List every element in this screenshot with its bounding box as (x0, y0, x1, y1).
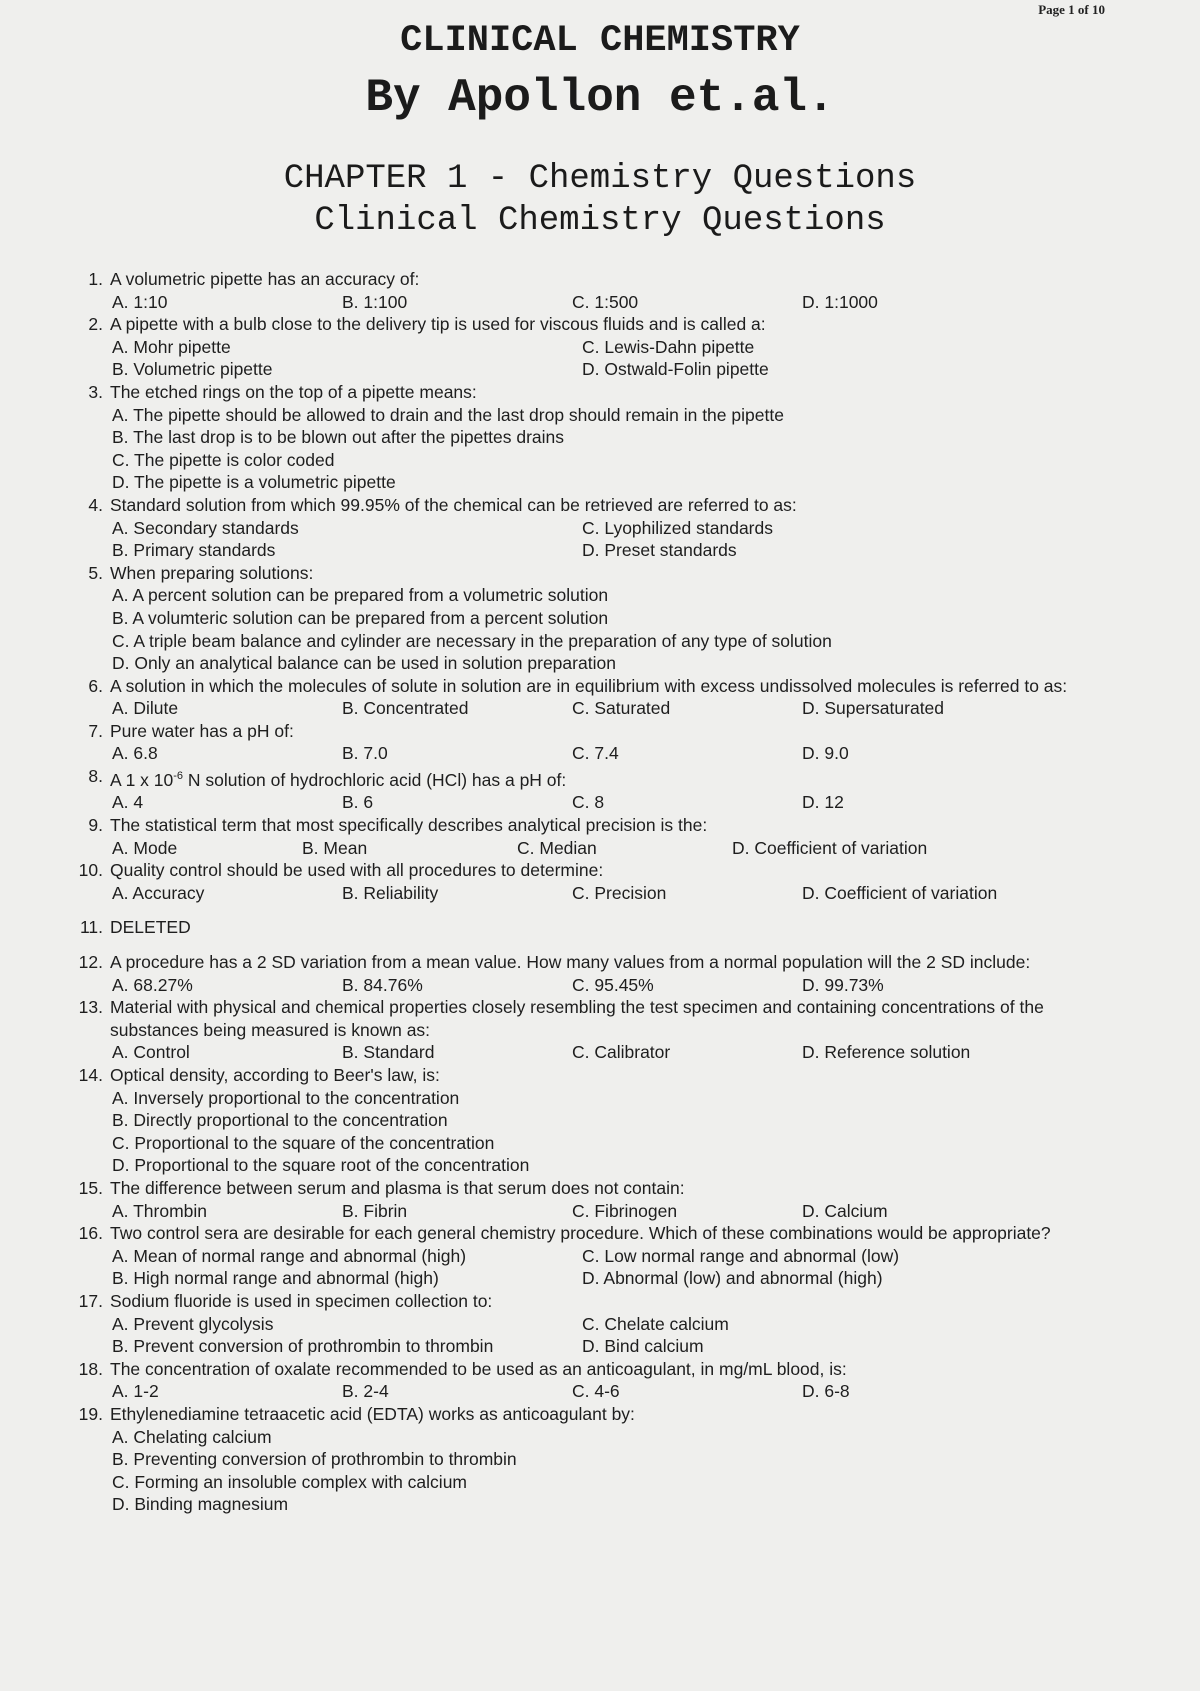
question-14-options (72, 1087, 1122, 1177)
option-c: C. Proportional to the square of the concentration (112, 1132, 495, 1153)
option-d: D. Coefficient of variation (732, 837, 928, 858)
chapter-heading: CHAPTER 1 - Chemistry Questions (283, 160, 917, 198)
question-text: The statistical term that most specifically describes analytical precision is the: (110, 815, 708, 836)
question-text-part: N solution of hydrochloric acid (HCl) has a pH of: (187, 769, 567, 790)
question-number: 5. (88, 562, 103, 583)
question-text: Quality control should be used with all procedures to determine: (110, 860, 604, 881)
question-7-options (72, 742, 1122, 765)
option-a: A. Mohr pipette (112, 336, 231, 357)
question-14 (72, 1064, 1122, 1087)
document-author: By Apollon et.al. (365, 72, 835, 124)
question-15 (72, 1177, 1122, 1200)
question-5 (72, 562, 1122, 585)
option-d: D. 6-8 (802, 1381, 850, 1402)
question-text: A volumetric pipette has an accuracy of: (110, 269, 420, 289)
question-13-options (72, 1041, 1122, 1064)
question-number: 7. (88, 720, 103, 741)
question-number: 8. (88, 766, 103, 787)
option-d: D. Abnormal (low) and abnormal (high) (582, 1268, 883, 1289)
question-text: A procedure has a 2 SD variation from a mean value. How many values from a normal population will the 2 SD include: (110, 952, 1031, 973)
option-d: D. Binding magnesium (112, 1494, 289, 1515)
question-text: The difference between serum and plasma is that serum does not contain: (110, 1177, 685, 1198)
page-number: Page 1 of 10 (1038, 2, 1105, 17)
option-c: C. Saturated (572, 698, 671, 719)
question-1 (72, 268, 1122, 291)
option-a: A. A percent solution can be prepared from a volumetric solution (112, 585, 609, 606)
document-title: CLINICAL CHEMISTRY (400, 20, 800, 62)
question-9-options (72, 837, 1122, 860)
option-c: C. Fibrinogen (572, 1200, 678, 1221)
question-text: Pure water has a pH of: (110, 720, 294, 741)
question-number: 19. (78, 1403, 103, 1424)
section-heading: Clinical Chemistry Questions (314, 202, 886, 240)
question-10-options (72, 882, 1122, 905)
question-text: Material with physical and chemical properties closely resembling the test specimen and containing concentrations of the substances being measured is known as: (110, 997, 1044, 1040)
option-b: B. 2-4 (342, 1381, 389, 1402)
option-b: B. 7.0 (342, 743, 388, 764)
option-b: B. Mean (302, 837, 368, 858)
question-15-options (72, 1200, 1122, 1223)
question-text: The concentration of oxalate recommended to be used as an anticoagulant, in mg/mL blood, is: (110, 1358, 847, 1379)
question-number: 18. (78, 1358, 103, 1379)
option-d: D. 99.73% (802, 974, 884, 995)
question-number: 13. (78, 997, 103, 1018)
question-8 (72, 765, 1122, 791)
option-a: A. Thrombin (112, 1200, 207, 1221)
question-2-options (72, 336, 1122, 381)
option-a: A. The pipette should be allowed to drain and the last drop should remain in the pipette (112, 404, 784, 425)
option-a: A. Accuracy (112, 882, 205, 903)
question-4-options (72, 517, 1122, 562)
option-c: C. The pipette is color coded (112, 449, 335, 470)
option-b: B. Concentrated (342, 698, 469, 719)
question-17 (72, 1290, 1122, 1313)
option-c: C. 4-6 (572, 1381, 620, 1402)
option-a: A. Prevent glycolysis (112, 1313, 274, 1334)
option-d: D. 12 (802, 792, 844, 813)
question-16 (72, 1222, 1122, 1245)
option-b: B. Reliability (342, 882, 439, 903)
question-text: A pipette with a bulb close to the delivery tip is used for viscous fluids and is called a: (110, 314, 766, 335)
option-a: A. Dilute (112, 698, 179, 719)
option-a: A. 4 (112, 792, 144, 813)
question-9 (72, 814, 1122, 837)
option-c: C. Low normal range and abnormal (low) (582, 1245, 900, 1266)
option-d: D. Calcium (802, 1200, 888, 1221)
option-b: B. The last drop is to be blown out after the pipettes drains (112, 427, 565, 448)
option-d: D. 1:1000 (802, 291, 878, 312)
question-17-options (72, 1313, 1122, 1358)
option-c: C. Calibrator (572, 1042, 671, 1063)
question-13 (72, 996, 1122, 1041)
question-6 (72, 675, 1122, 698)
question-text: Sodium fluoride is used in specimen collection to: (110, 1290, 493, 1311)
option-d: D. Reference solution (802, 1042, 971, 1063)
question-number: 11. (79, 917, 103, 938)
option-a: A. 6.8 (112, 743, 158, 764)
option-a: A. Mean of normal range and abnormal (high) (112, 1245, 467, 1266)
option-b: B. A volumteric solution can be prepared from a percent solution (112, 607, 609, 628)
option-b: B. Standard (342, 1042, 435, 1063)
option-c: C. Lyophilized standards (582, 517, 773, 538)
question-list (72, 268, 1122, 1516)
question-text: Standard solution from which 99.95% of the chemical can be retrieved are referred to as: (110, 494, 797, 515)
option-a: A. Mode (112, 837, 178, 858)
question-text: When preparing solutions: (110, 562, 314, 583)
option-c: C. Forming an insoluble complex with calcium (112, 1471, 467, 1492)
option-b: B. 6 (342, 792, 374, 813)
option-c: C. Median (517, 837, 597, 858)
question-16-options (72, 1245, 1122, 1290)
option-d: D. Proportional to the square root of the concentration (112, 1155, 530, 1176)
option-b: B. Directly proportional to the concentration (112, 1110, 448, 1131)
option-d: D. Supersaturated (802, 698, 945, 719)
question-text: The etched rings on the top of a pipette means: (110, 381, 477, 402)
option-c: C. 95.45% (572, 974, 654, 995)
question-number: 10. (78, 860, 103, 881)
option-d: D. Ostwald-Folin pipette (582, 359, 769, 380)
question-3-options (72, 404, 1122, 494)
option-b: B. Volumetric pipette (112, 359, 273, 380)
option-c: C. Chelate calcium (582, 1313, 729, 1334)
option-d: D. Only an analytical balance can be used in solution preparation (112, 653, 616, 674)
question-number: 4. (88, 494, 103, 515)
question-12-options (72, 974, 1122, 997)
question-number: 15. (78, 1177, 103, 1198)
option-c: C. 7.4 (572, 743, 619, 764)
option-d: D. 9.0 (802, 743, 849, 764)
question-6-options (72, 697, 1122, 720)
option-d: D. Coefficient of variation (802, 882, 998, 903)
question-11 (72, 916, 1122, 939)
question-18-options (72, 1380, 1122, 1403)
question-19 (72, 1403, 1122, 1426)
option-d: D. Preset standards (582, 540, 737, 561)
option-b: B. 84.76% (342, 974, 423, 995)
question-4 (72, 494, 1122, 517)
option-b: B. Fibrin (342, 1200, 408, 1221)
option-a: A. 1:10 (112, 291, 168, 312)
option-c: C. A triple beam balance and cylinder are necessary in the preparation of any type of solution (112, 630, 832, 651)
question-number: 16. (78, 1223, 103, 1244)
option-c: C. Precision (572, 882, 667, 903)
option-a: A. Inversely proportional to the concentration (112, 1087, 460, 1108)
question-number: 2. (88, 314, 103, 335)
question-12 (72, 951, 1122, 974)
question-19-options (72, 1426, 1122, 1516)
question-text-part: A 1 x 10 (110, 769, 174, 790)
question-text: Optical density, according to Beer's law, is: (110, 1065, 440, 1086)
question-number: 9. (88, 815, 103, 836)
option-b: B. High normal range and abnormal (high) (112, 1268, 439, 1289)
question-number: 17. (78, 1290, 103, 1311)
option-c: C. 1:500 (572, 291, 639, 312)
option-d: D. The pipette is a volumetric pipette (112, 472, 396, 493)
question-1-options (72, 291, 1122, 314)
option-d: D. Bind calcium (582, 1336, 704, 1357)
option-a: A. Chelating calcium (112, 1426, 272, 1447)
option-b: B. Prevent conversion of prothrombin to thrombin (112, 1336, 494, 1357)
option-b: B. Primary standards (112, 540, 276, 561)
question-text: Two control sera are desirable for each general chemistry procedure. Which of these combinations would be appropriate? (110, 1223, 1051, 1244)
option-a: A. Secondary standards (112, 517, 299, 538)
option-b: B. Preventing conversion of prothrombin to thrombin (112, 1449, 517, 1470)
question-text: Ethylenediamine tetraacetic acid (EDTA) works as anticoagulant by: (110, 1403, 635, 1424)
option-c: C. 8 (572, 792, 605, 813)
question-number: 12. (78, 952, 103, 973)
option-b: B. 1:100 (342, 291, 408, 312)
question-8-options (72, 791, 1122, 814)
exponent: -6 (173, 770, 184, 783)
option-a: A. Control (112, 1042, 190, 1063)
question-18 (72, 1358, 1122, 1381)
question-text (110, 765, 1122, 791)
question-number: 3. (88, 381, 103, 402)
question-text: A solution in which the molecules of solute in solution are in equilibrium with excess undissolved molecules is referred to as: (110, 675, 1068, 696)
question-5-options (72, 584, 1122, 674)
question-number: 1. (88, 269, 103, 289)
question-2 (72, 313, 1122, 336)
option-a: A. 68.27% (112, 974, 193, 995)
question-10 (72, 859, 1122, 882)
question-7 (72, 720, 1122, 743)
option-c: C. Lewis-Dahn pipette (582, 336, 755, 357)
option-a: A. 1-2 (112, 1381, 159, 1402)
question-text: DELETED (110, 917, 191, 938)
question-3 (72, 381, 1122, 404)
question-number: 14. (78, 1065, 103, 1086)
question-number: 6. (88, 675, 103, 696)
